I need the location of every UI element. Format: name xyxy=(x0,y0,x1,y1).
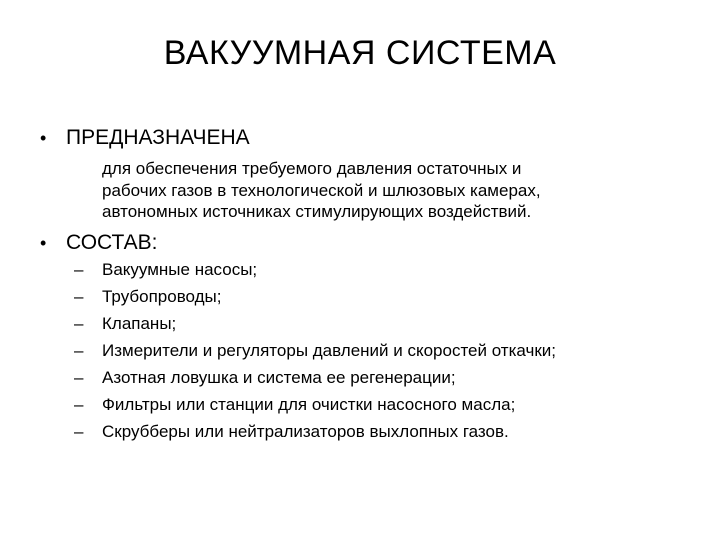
bullet-heading-purpose: ПРЕДНАЗНАЧЕНА xyxy=(66,126,250,149)
list-item-text: Трубопроводы; xyxy=(102,286,222,306)
bullet-purpose xyxy=(40,126,250,150)
list-item xyxy=(74,310,556,337)
purpose-line: автономных источниках стимулирующих воздействий. xyxy=(102,202,532,221)
slide-title: ВАКУУМНАЯ СИСТЕМА xyxy=(163,34,557,72)
list-item-text: Азотная ловушка и система ее регенерации; xyxy=(102,367,456,387)
list-item xyxy=(74,364,556,391)
composition-list xyxy=(74,256,556,445)
bullet-heading-composition: СОСТАВ: xyxy=(66,231,158,254)
purpose-description xyxy=(102,158,662,223)
dash-marker: – xyxy=(74,313,84,333)
list-item xyxy=(74,391,556,418)
dash-marker: – xyxy=(74,394,84,414)
list-item-text: Клапаны; xyxy=(102,313,177,333)
purpose-line: рабочих газов в технологической и шлюзовых камерах, xyxy=(102,180,541,200)
list-item xyxy=(74,283,556,310)
dash-marker: – xyxy=(74,421,84,441)
dash-marker: – xyxy=(74,340,84,360)
list-item-text: Вакуумные насосы; xyxy=(102,259,258,279)
bullet-marker: • xyxy=(40,233,47,253)
list-item xyxy=(74,256,556,283)
list-item xyxy=(74,337,556,364)
purpose-line: для обеспечения требуемого давления остаточных и xyxy=(102,159,522,178)
bullet-marker: • xyxy=(40,128,47,148)
dash-marker: – xyxy=(74,259,84,279)
list-item-text: Фильтры или станции для очистки насосного масла; xyxy=(102,394,516,414)
list-item-text: Измерители и регуляторы давлений и скоростей откачки; xyxy=(102,340,557,360)
dash-marker: – xyxy=(74,367,84,387)
dash-marker: – xyxy=(74,286,84,306)
list-item xyxy=(74,418,556,445)
list-item-text: Скрубберы или нейтрализаторов выхлопных газов. xyxy=(102,421,509,441)
bullet-composition xyxy=(40,231,158,255)
